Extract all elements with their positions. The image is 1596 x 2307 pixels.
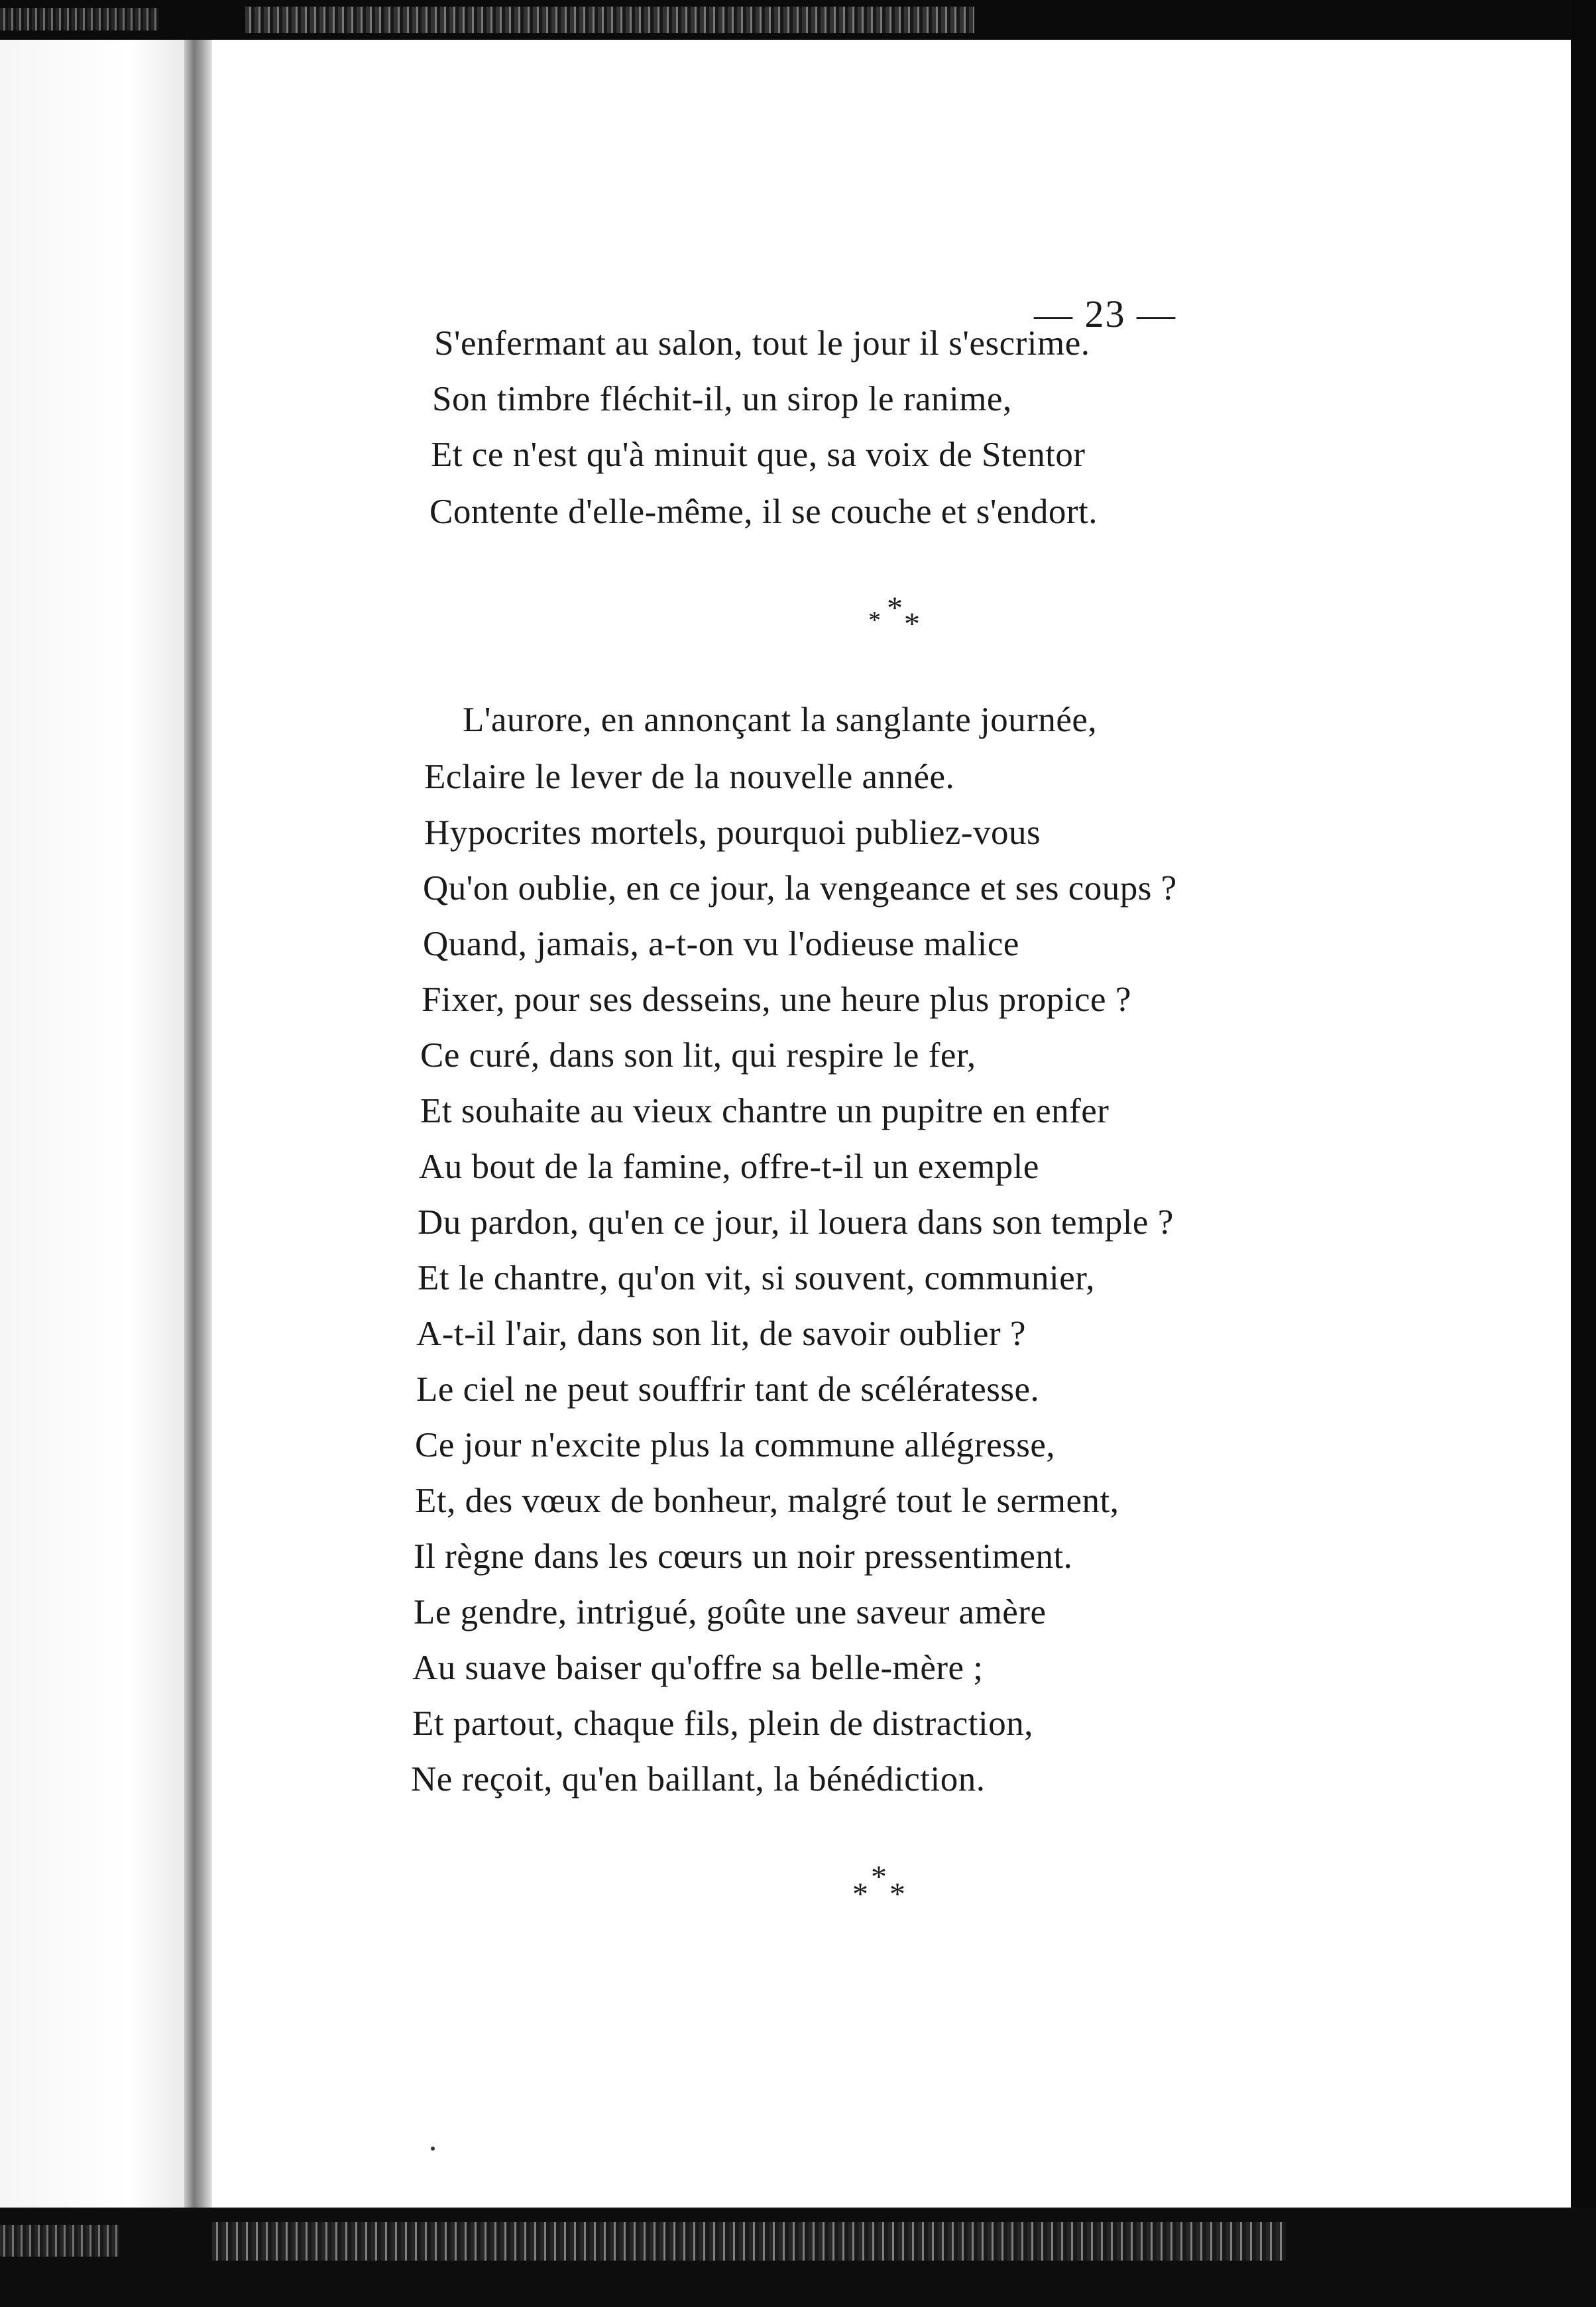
asterism-separator — [846, 1859, 925, 1919]
verse-line: Au suave baiser qu'offre sa belle-mère ; — [412, 1649, 984, 1687]
asterisk-mark: * — [868, 607, 881, 634]
verse-line: Et, des vœux de bonheur, malgré tout le serment, — [415, 1482, 1119, 1520]
verse-line: A-t-il l'air, dans son lit, de savoir oublier ? — [416, 1315, 1026, 1353]
verse-line: Et ce n'est qu'à minuit que, sa voix de Stentor — [431, 436, 1086, 474]
asterisk-mark: * — [871, 1860, 887, 1895]
scan-border-right — [1571, 0, 1596, 2307]
asterisk-mark: * — [887, 591, 903, 626]
page-number: — 23 — — [1034, 292, 1176, 335]
verse-line: L'aurore, en annonçant la sanglante journée, — [463, 701, 1098, 739]
scan-edge-texture — [212, 2222, 1286, 2261]
verse-line: Le gendre, intrigué, goûte une saveur amère — [414, 1593, 1047, 1631]
verse-line: Son timbre fléchit-il, un sirop le ranime, — [432, 380, 1012, 418]
verse-line: Et partout, chaque fils, plein de distraction, — [412, 1704, 1033, 1743]
asterisk-mark: * — [904, 607, 920, 642]
verse-line: Contente d'elle-même, il se couche et s'endort. — [429, 493, 1098, 531]
paper-speck — [431, 2147, 435, 2151]
verse-line: Ce jour n'excite plus la commune allégresse, — [415, 1426, 1056, 1464]
verse-line: Quand, jamais, a-t-on vu l'odieuse malice — [423, 925, 1019, 963]
scan-edge-texture — [0, 8, 159, 30]
verse-line: Et le chantre, qu'on vit, si souvent, communier, — [418, 1259, 1096, 1297]
verse-line: Il règne dans les cœurs un noir pressentiment. — [414, 1537, 1073, 1576]
asterisk-mark: * — [852, 1877, 868, 1912]
verse-line: Le ciel ne peut souffrir tant de scélératesse. — [416, 1370, 1040, 1409]
verse-line: S'enfermant au salon, tout le jour il s'escrime. — [434, 324, 1090, 363]
asterisk-mark: * — [889, 1877, 905, 1912]
facing-page-left — [0, 40, 186, 2208]
verse-line: Qu'on oublie, en ce jour, la vengeance et ses coups ? — [423, 869, 1177, 908]
asterism-separator — [862, 590, 941, 650]
book-page — [212, 40, 1571, 2208]
scan-edge-texture — [0, 2225, 119, 2257]
verse-line: Eclaire le lever de la nouvelle année. — [424, 758, 955, 796]
book-gutter — [184, 40, 212, 2208]
verse-line: Ne reçoit, qu'en baillant, la bénédiction. — [411, 1760, 986, 1799]
verse-line: Du pardon, qu'en ce jour, il louera dans son temple ? — [418, 1203, 1174, 1242]
scan-edge-texture — [245, 7, 974, 33]
verse-line: Hypocrites mortels, pourquoi publiez-vous — [424, 813, 1041, 852]
verse-line: Fixer, pour ses desseins, une heure plus propice ? — [422, 980, 1131, 1019]
verse-line: Au bout de la famine, offre-t-il un exemple — [419, 1148, 1039, 1186]
verse-line: Et souhaite au vieux chantre un pupitre en enfer — [420, 1092, 1110, 1130]
verse-line: Ce curé, dans son lit, qui respire le fer, — [420, 1036, 976, 1075]
